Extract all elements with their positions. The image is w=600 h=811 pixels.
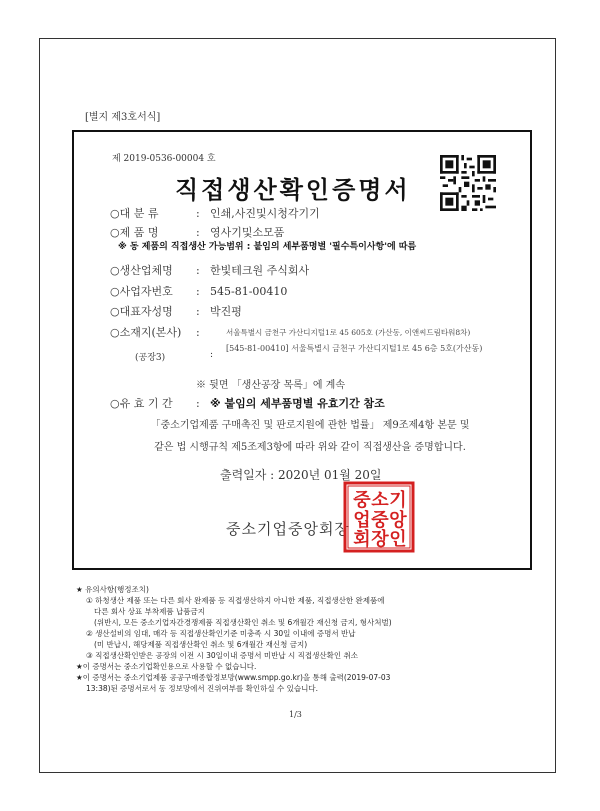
factory-separator: :	[210, 350, 214, 360]
svg-text:중: 중	[353, 490, 371, 511]
svg-text:장: 장	[371, 529, 389, 550]
note-item-1-cont: 다른 회사 상표 부착제품 납품금지	[94, 607, 205, 616]
issue-date: 출력일자 : 2020년 01월 20일	[220, 468, 382, 482]
note-item-2-penalty: (미 반납시, 해당제품 직접생산확인 취소 및 6개월간 재신청 금지)	[94, 640, 308, 649]
bizno-value: 545-81-00410	[210, 285, 288, 298]
address-label: ○소재지(본사)	[110, 326, 182, 339]
notes-section	[76, 584, 536, 694]
note-item-1: ① 하청생산 제품 또는 다른 회사 완제품 등 직접생산하지 아니한 제품, 직접생산한 완제품에	[86, 596, 385, 605]
official-seal-icon	[343, 481, 415, 553]
bizno-row: ○사업자번호 : 545-81-00410	[110, 285, 288, 298]
validity-row: ○유 효 기 간 : ※ 붙임의 세부품명별 유효기간 참조	[110, 397, 385, 410]
note-star-3: ★이 증명서는 중소기업제품 공공구매종합정보망(www.smpp.go.kr)을 통해 출력(2019-07-03	[76, 673, 391, 682]
company-label: ○생산업체명	[110, 264, 173, 277]
factory-label: (공장3)	[135, 353, 166, 363]
factory-address: [545-81-00410] 서울특별시 금천구 가산디지털1로 45 6층 5호(가산동)	[226, 344, 483, 353]
svg-text:기: 기	[389, 490, 407, 511]
ceo-label: ○대표자성명	[110, 305, 173, 318]
category-value: 인쇄,사진및시청각기기	[210, 207, 320, 220]
production-scope-notice: ※ 동 제품의 직접생산 가능범위 : 붙임의 세부품명별 '필수특이사항'에 따름	[118, 242, 417, 252]
product-value: 영사기및소모품	[210, 226, 285, 239]
validity-label: ○유 효 기 간	[110, 397, 173, 410]
svg-text:회: 회	[353, 529, 371, 550]
notes-heading: ★ 유의사항(행정조치)	[76, 585, 149, 594]
ceo-row: ○대표자성명 : 박진평	[110, 305, 242, 318]
category-label: ○대 분 류	[110, 207, 159, 220]
back-page-note: ※ 뒷면 「생산공장 목록」에 계속	[196, 380, 345, 391]
note-star-2: ★이 증명서는 중소기업확인용으로 사용할 수 없습니다.	[76, 662, 257, 671]
product-row: ○제 품 명 : 영사기및소모품	[110, 226, 285, 239]
statement-line-1: 「중소기업제품 구매촉진 및 판로지원에 관한 법률」 제9조제4항 본문 및	[150, 420, 470, 431]
validity-value: ※ 붙임의 세부품명별 유효기간 참조	[210, 397, 385, 410]
company-row: ○생산업체명 : 한빛테크원 주식회사	[110, 264, 310, 277]
note-item-2: ② 생산설비의 임대, 매각 등 직접생산확인기준 미충족 시 30일 이내에 증명서 반납	[86, 629, 356, 638]
address-value: 서울특별시 금천구 가산디지털1로 45 605호 (가산동, 이앤씨드림타워8차)	[226, 328, 471, 337]
svg-text:업: 업	[353, 510, 371, 531]
note-item-3: ③ 직접생산확인받은 공장의 이전 시 30일이내 증명서 미반납 시 직접생산확인 취소	[86, 651, 358, 660]
address-row: ○소재지(본사) :	[110, 326, 200, 339]
svg-text:중: 중	[371, 510, 389, 531]
category-row: ○대 분 류 : 인쇄,사진및시청각기기	[110, 207, 320, 220]
svg-text:인: 인	[389, 529, 407, 550]
product-label: ○제 품 명	[110, 226, 159, 239]
certificate-number: 제 2019-0536-00004 호	[112, 154, 216, 164]
svg-text:앙: 앙	[389, 510, 407, 531]
note-item-1-penalty: (위반시, 모든 중소기업자간경쟁제품 직접생산확인 취소 및 6개월간 재신청 금지, 형사처벌)	[94, 618, 392, 627]
certificate-title: 직접생산확인증명서	[175, 176, 411, 204]
statement-line-2: 같은 법 시행규칙 제5조제3항에 따라 위와 같이 직접생산을 증명합니다.	[154, 442, 466, 453]
qr-code-icon	[440, 155, 496, 211]
company-value: 한빛테크원 주식회사	[210, 264, 310, 277]
form-number: [별지 제3호서식]	[85, 112, 161, 123]
page-number: 1/3	[289, 710, 302, 719]
svg-text:소: 소	[371, 490, 389, 511]
note-star-3-cont: 13:38)된 증명서로서 동 정보망에서 진위여부를 확인하실 수 있습니다.	[86, 684, 318, 693]
ceo-value: 박진평	[210, 305, 242, 318]
issuer-name: 중소기업중앙회장	[226, 520, 350, 538]
certification-statement	[120, 415, 500, 459]
bizno-label: ○사업자번호	[110, 285, 173, 298]
